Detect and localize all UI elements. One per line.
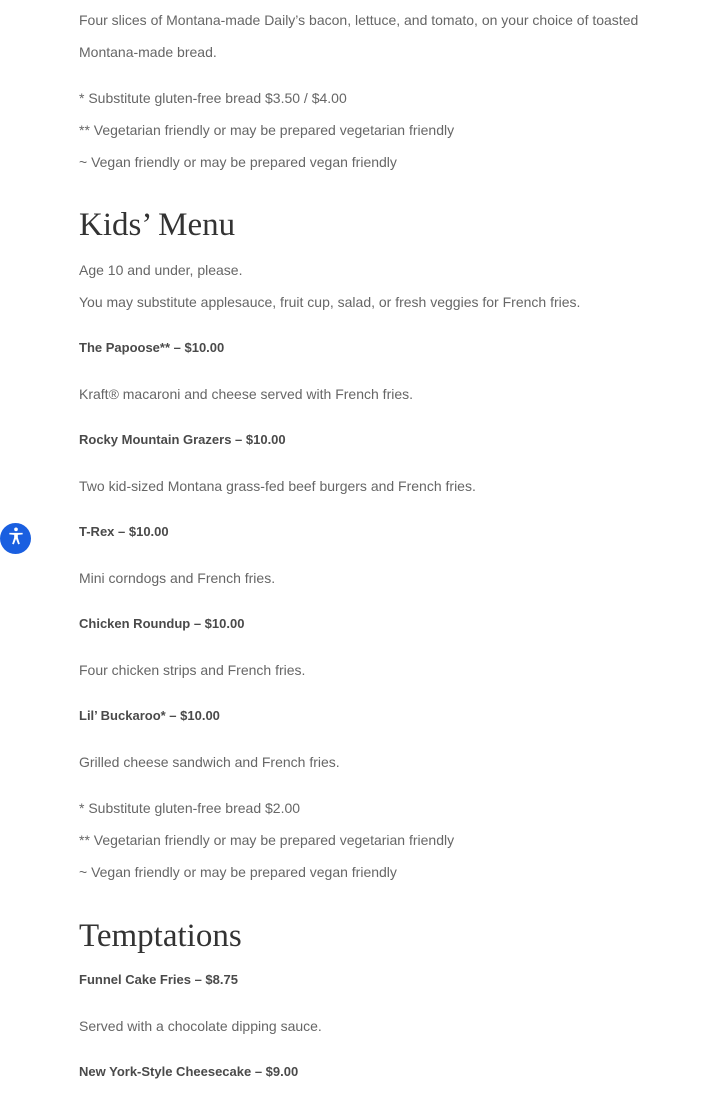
kids-item-description: Four chicken strips and French fries. bbox=[79, 662, 306, 678]
accessibility-icon bbox=[6, 526, 26, 551]
kids-item-description: Two kid-sized Montana grass-fed beef burgers and French fries. bbox=[79, 478, 476, 494]
kids-note-gluten-free: * Substitute gluten-free bread $2.00 bbox=[79, 800, 301, 816]
kids-age-note: Age 10 and under, please. bbox=[79, 262, 243, 278]
kids-menu-heading: Kids’ Menu bbox=[79, 207, 236, 243]
temptation-item-name: New York-Style Cheesecake – $9.00 bbox=[79, 1064, 299, 1079]
kids-substitute-note: You may substitute applesauce, fruit cup, salad, or fresh veggies for French fries. bbox=[79, 294, 581, 310]
kids-item-name: Lil’ Buckaroo* – $10.00 bbox=[79, 708, 220, 723]
temptation-item-name: Funnel Cake Fries – $8.75 bbox=[79, 972, 238, 987]
kids-item-name: The Papoose** – $10.00 bbox=[79, 340, 225, 355]
kids-item-description: Grilled cheese sandwich and French fries. bbox=[79, 754, 340, 770]
temptation-item-description: Served with a chocolate dipping sauce. bbox=[79, 1018, 322, 1034]
kids-note-vegetarian: ** Vegetarian friendly or may be prepared vegetarian friendly bbox=[79, 832, 455, 848]
accessibility-button[interactable] bbox=[0, 523, 31, 554]
kids-item-name: Rocky Mountain Grazers – $10.00 bbox=[79, 432, 286, 447]
kids-item-name: Chicken Roundup – $10.00 bbox=[79, 616, 245, 631]
note-gluten-free: * Substitute gluten-free bread $3.50 / $4.00 bbox=[79, 90, 347, 106]
kids-note-vegan: ~ Vegan friendly or may be prepared vegan friendly bbox=[79, 864, 397, 880]
temptations-heading: Temptations bbox=[79, 918, 242, 954]
note-vegetarian: ** Vegetarian friendly or may be prepared vegetarian friendly bbox=[79, 122, 455, 138]
kids-item-name: T-Rex – $10.00 bbox=[79, 524, 169, 539]
kids-item-description: Kraft® macaroni and cheese served with French fries. bbox=[79, 386, 414, 402]
kids-item-description: Mini corndogs and French fries. bbox=[79, 570, 276, 586]
blt-description: Four slices of Montana-made Daily’s bacon, lettuce, and tomato, on your choice of toasted Montana-made bread. bbox=[79, 12, 639, 60]
note-vegan: ~ Vegan friendly or may be prepared vegan friendly bbox=[79, 154, 397, 170]
